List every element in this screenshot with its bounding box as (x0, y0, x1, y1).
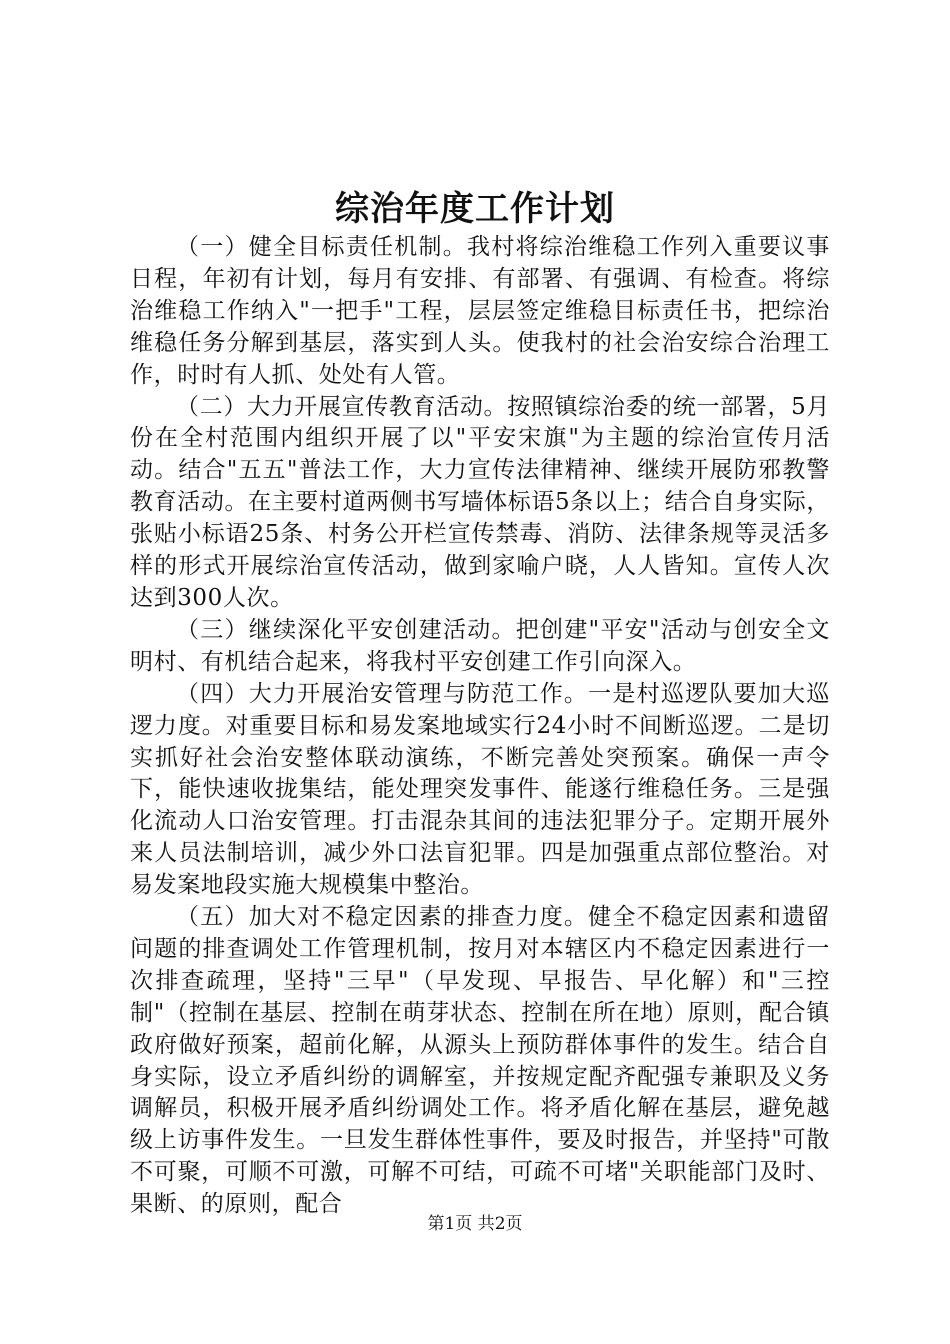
document-body (130, 232, 830, 1221)
paragraph-1: （一）健全目标责任机制。我村将综治维稳工作列入重要议事日程，年初有计划，每月有安排、有部署、有强调、有检查。将综治维稳工作纳入"一把手"工程，层层签定维稳目标责任书，把综治维稳任务分解到基层，落实到人头。使我村的社会治安综合治理工作，时时有人抓、处处有人管。 (130, 234, 830, 388)
paragraph-2: （二）大力开展宣传教育活动。按照镇综治委的统一部署，5月份在全村范围内组织开展了以"平安宋旗"为主题的综治宣传月活动。结合"五五"普法工作，大力宣传法律精神、继续开展防邪教警教育活动。在主要村道两侧书写墙体标语5条以上；结合自身实际，张贴小标语25条、村务公开栏宣传禁毒、消防、法律条规等灵活多样的形式开展综治宣传活动，做到家喻户晓，人人皆知。宣传人次达到300人次。 (130, 393, 830, 611)
paragraph-5: （五）加大对不稳定因素的排查力度。健全不稳定因素和遗留问题的排查调处工作管理机制，按月对本辖区内不稳定因素进行一次排查疏理，坚持"三早"（早发现、早报告、早化解）和"三控制"（控制在基层、控制在萌芽状态、控制在所在地）原则，配合镇政府做好预案，超前化解，从源头上预防群体事件的发生。结合自身实际，设立矛盾纠纷的调解室，并按规定配齐配强专兼职及义务调解员，积极开展矛盾纠纷调处工作。将矛盾化解在基层，避免越级上访事件发生。一旦发生群体性事件，要及时报告，并坚持"可散不可聚，可顺不可激，可解不可结，可疏不可堵"关职能部门及时、果断、的原则，配合 (130, 904, 830, 1218)
page-footer: 第1页 共2页 (427, 1214, 523, 1234)
paragraph-4: （四）大力开展治安管理与防范工作。一是村巡逻队要加大巡逻力度。对重要目标和易发案地域实行24小时不间断巡逻。二是切实抓好社会治安整体联动演练，不断完善处突预案。确保一声令下，能快速收拢集结，能处理突发事件、能遂行维稳任务。三是强化流动人口治安管理。打击混杂其间的违法犯罪分子。定期开展外来人员法制培训，减少外口法盲犯罪。四是加强重点部位整治。对易发案地段实施大规模集中整治。 (130, 680, 830, 899)
paragraph-3: （三）继续深化平安创建活动。把创建"平安"活动与创安全文明村、有机结合起来，将我村平安创建工作引向深入。 (130, 616, 830, 675)
document-title: 综治年度工作计划 (335, 189, 615, 229)
